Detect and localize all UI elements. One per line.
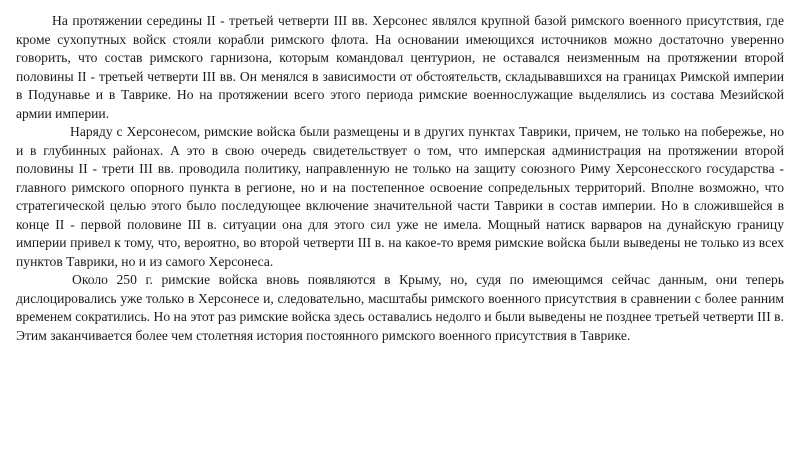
paragraph-roman-fleet-garrison: На протяжении середины II - третьей четверти III вв. Херсонес являлся крупной базой римского военного присутствия, где кроме сухопутных войск стояли корабли римского флота. На основании имеющихся источников можно достаточно уверенно говорить, что состав римского гарнизона, которым командовал центурион, не оставался неизменным на протяжении второй половины II - третьей четверти III вв. Он менялся в зависимости от обстоятельств, складывавшихся на границах Римской империи в Подунавье и в Таврике. Но на протяжении всего этого периода римские военнослужащие выделялись из состава Мезийской армии империи. <box>16 13 784 121</box>
paragraph-taurica-outposts: Наряду с Херсонесом, римские войска были размещены и в других пунктах Таврики, причем, не только на побережье, но и в глубинных районах. А это в свою очередь свидетельствует о том, что имперская администрация на протяжении второй половины II - трети III вв. проводила политику, направленную не только на защиту союзного Риму Херсонесского государства - главного римского опорного пункта в регионе, но и на постепенное освоение сопредельных территорий. Вполне возможно, что стратегической целью этого было последующее включение значительной части Таврики в состав империи. Но в сложившейся в конце II - первой половине III в. ситуации она для этого сил уже не имела. Мощный натиск варваров на дунайскую границу империи привел к тому, что, вероятно, во второй четверти III в. на какое-то время римские войска были выведены не только из всех пунктов Таврики, но и из самого Херсонеса. <box>16 124 784 269</box>
document-text-block <box>16 12 784 345</box>
paragraph-withdrawal-250: Около 250 г. римские войска вновь появляются в Крыму, но, судя по имеющимся сейчас данным, они теперь дислоцировались уже только в Херсонесе и, следовательно, масштабы римского военного присутствия в сравнении с более ранним временем сократились. Но на этот раз римские войска здесь оставались недолго и были выведены не позднее третьей четверти III в. Этим заканчивается более чем столетняя история постоянного римского военного присутствия в Таврике. <box>16 272 784 343</box>
